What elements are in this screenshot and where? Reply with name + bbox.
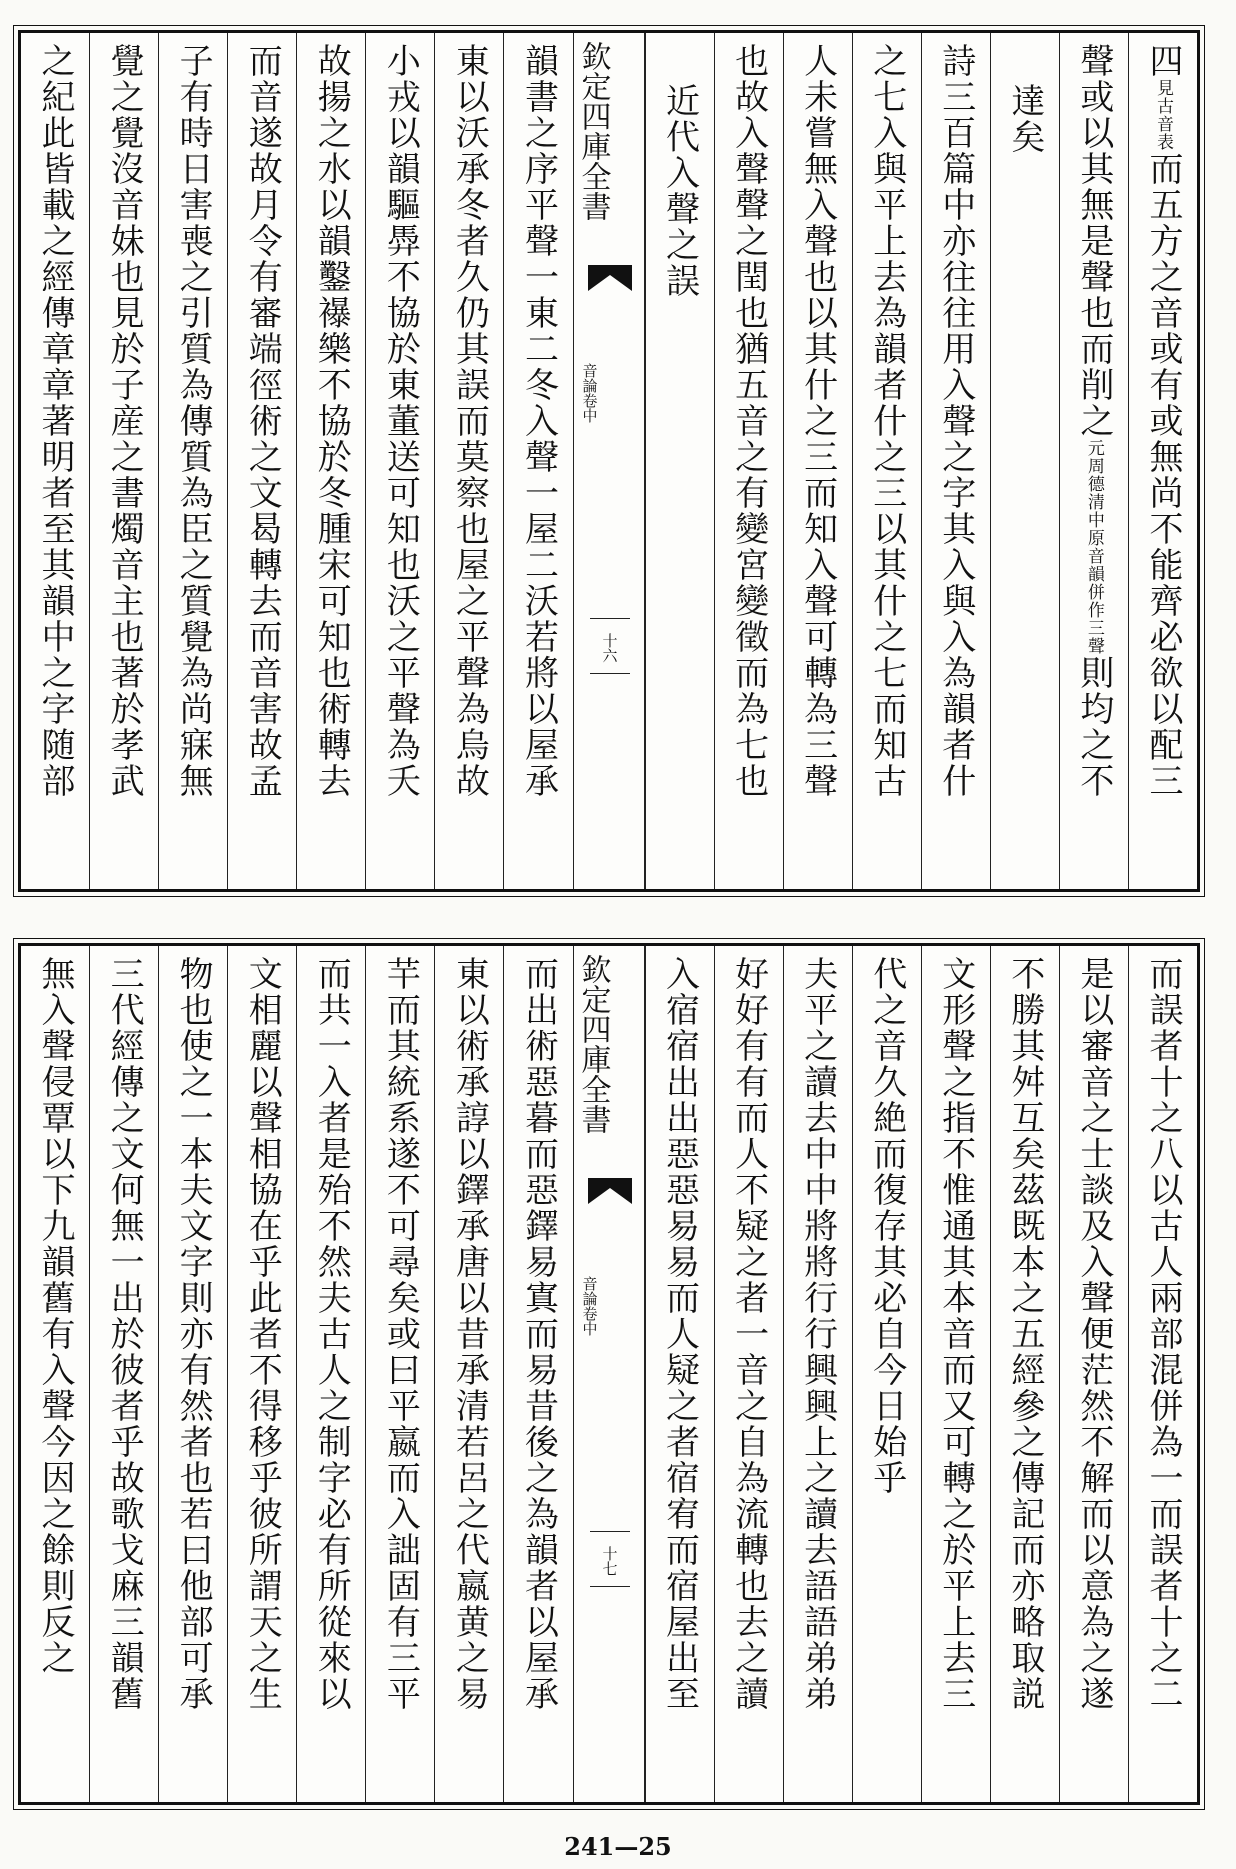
column-text: 東以沃承冬者久仍其誤而莫察也屋之平聲為烏故: [449, 43, 490, 799]
columns: [21, 33, 1197, 889]
text-column: [434, 33, 503, 889]
text-column: [990, 33, 1059, 889]
text-column: [158, 33, 227, 889]
column-text: 近代入聲之誤: [659, 83, 700, 299]
text-column: [227, 946, 296, 1802]
column-text: 無入聲侵覃以下九韻舊有入聲今因之餘則反之: [35, 956, 76, 1676]
text-column: [921, 946, 990, 1802]
text-column: [1059, 33, 1128, 889]
column-text: 代之音久絶而復存其必自今日始乎: [866, 956, 907, 1496]
columns: [21, 946, 1197, 1802]
fish-tail-mark-icon: [588, 265, 632, 291]
column-text: 之紀此皆載之經傳章章著明者至其韻中之字随部: [35, 43, 76, 799]
center-spine: [573, 33, 645, 889]
text-column: [227, 33, 296, 889]
text-column: [921, 33, 990, 889]
column-text: 而出術惡暮而惡鐸易寘而易昔後之為韻者以屋承: [518, 956, 559, 1712]
center-spine: [573, 946, 645, 1802]
text-column: [852, 946, 921, 1802]
column-text: 詩三百篇中亦往往用入聲之字其入與入為韻者什: [935, 43, 976, 799]
text-column: [1059, 946, 1128, 1802]
section-heading: [645, 33, 714, 889]
text-column: [21, 33, 89, 889]
text-column: [434, 946, 503, 1802]
spine-title: 欽定四庫全書: [575, 954, 611, 1134]
annotation: 見古音表: [1152, 79, 1173, 151]
column-text: 是以審音之士談及入聲便茫然不解而以意為之遂: [1073, 956, 1114, 1712]
column-text: 小戎以韻驅馵不協於東董送可知也沃之平聲為夭: [380, 43, 421, 799]
text-column: [89, 33, 158, 889]
column-text: 文相麗以聲相協在乎此者不得移乎彼所謂天之生: [242, 956, 283, 1712]
spine-section: 音論卷中: [580, 363, 599, 423]
column-text: 覺之覺沒音妹也見於子産之書燭音主也著於孝武: [104, 43, 145, 799]
column-text: 子有時日害喪之引質為傳質為臣之質覺為尚寐無: [173, 43, 214, 799]
text-column: [783, 946, 852, 1802]
column-text: 入宿宿出出惡惡易易而人疑之者宿宥而宿屋出至: [659, 956, 700, 1712]
column-text: 之七入與平上去為韻者什之三以其什之七而知古: [866, 43, 907, 799]
text-column: [296, 33, 365, 889]
column-text: 而五方之音或有或無尚不能齊必欲以配三: [1142, 151, 1183, 799]
column-text: 好好有有而人不疑之者一音之自為流轉也去之讀: [728, 956, 769, 1712]
text-column: [296, 946, 365, 1802]
column-text: 芉而其統系遂不可尋矣或曰平嬴而入詘固有三平: [380, 956, 421, 1712]
text-column: [158, 946, 227, 1802]
text-column: [645, 946, 714, 1802]
column-text: 則均之不: [1073, 655, 1114, 799]
text-column: [714, 946, 783, 1802]
spine-rule: [590, 673, 630, 674]
spine-rule: [590, 1531, 630, 1532]
text-column: [783, 33, 852, 889]
column-text: 故揚之水以韻鑿襮樂不協於冬腫宋可知也術轉去: [311, 43, 352, 799]
column-text: 文形聲之指不惟通其本音而又可轉之於平上去三: [935, 956, 976, 1712]
text-column: [21, 946, 89, 1802]
volume-page-footer: 241—25: [564, 1832, 672, 1861]
column-text: 物也使之一本夫文字則亦有然者也若曰他部可承: [173, 956, 214, 1712]
column-text: 而誤者十之八以古人兩部混併為一而誤者十之二: [1142, 956, 1183, 1712]
book-page-1: [18, 30, 1200, 892]
column-text: 三代經傳之文何無一出於彼者乎故歌戈麻三韻舊: [104, 956, 145, 1712]
column-text: 東以術承諄以鐸承唐以昔承清若呂之代嬴黄之易: [449, 956, 490, 1712]
text-column: [852, 33, 921, 889]
column-text: 人未嘗無入聲也以其什之三而知入聲可轉為三聲: [797, 43, 838, 799]
annotation: 元周德清中原音韻併作三聲: [1083, 439, 1104, 655]
spine-rule: [590, 618, 630, 619]
column-text: 夫平之讀去中中將將行行興興上之讀去語語弟弟: [797, 956, 838, 1712]
text-column: [503, 33, 572, 889]
text-column: [503, 946, 572, 1802]
book-page-2: [18, 943, 1200, 1805]
page-number: 十七: [600, 1546, 619, 1576]
column-text: 而音遂故月令有審端徑術之文曷轉去而音害故孟: [242, 43, 283, 799]
column-text: 不勝其舛互矣茲既本之五經參之傳記而亦略取説: [1004, 956, 1045, 1712]
text-column: [365, 33, 434, 889]
column-text: 四: [1142, 43, 1183, 79]
text-column: [365, 946, 434, 1802]
text-column: [714, 33, 783, 889]
text-column: [1128, 33, 1197, 889]
column-text: 聲或以其無是聲也而削之: [1073, 43, 1114, 439]
text-column: [1128, 946, 1197, 1802]
column-text: 韻書之序平聲一東二冬入聲一屋二沃若將以屋承: [518, 43, 559, 799]
page-number: 十六: [600, 633, 619, 663]
spine-section: 音論卷中: [580, 1276, 599, 1336]
text-column: [89, 946, 158, 1802]
spine-rule: [590, 1586, 630, 1587]
spine-title: 欽定四庫全書: [575, 41, 611, 221]
column-text: 也故入聲聲之閏也猶五音之有變宮變徵而為七也: [728, 43, 769, 799]
text-column: [990, 946, 1059, 1802]
column-text: 達矣: [1004, 83, 1045, 155]
column-text: 而共一入者是殆不然夫古人之制字必有所從來以: [311, 956, 352, 1712]
fish-tail-mark-icon: [588, 1178, 632, 1204]
